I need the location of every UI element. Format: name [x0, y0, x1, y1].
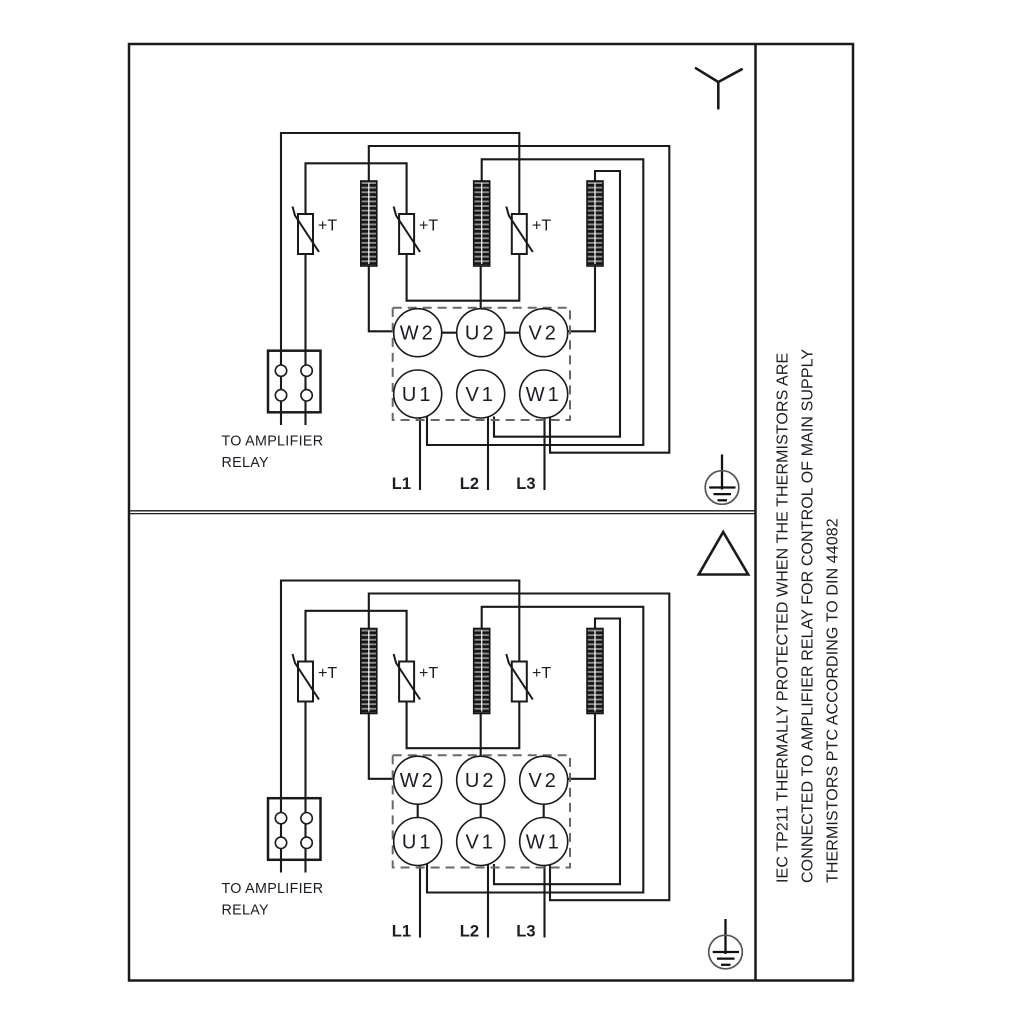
earth-ground-icon — [709, 919, 743, 969]
thermistor-label: +T — [419, 665, 439, 682]
terminal-label-w2: W2 — [399, 770, 436, 793]
star-panel — [222, 68, 742, 504]
side-note-line-2: CONNECTED TO AMPLIFIER RELAY FOR CONTROL OF MAIN SUPPLY — [799, 348, 817, 883]
terminal-label-u1: U1 — [401, 831, 434, 854]
terminal-label-w1: W1 — [525, 384, 562, 406]
panel-divider — [129, 511, 756, 514]
supply-label-l1: L1 — [391, 475, 411, 493]
relay-caption-line2: RELAY — [221, 902, 269, 919]
terminal-label-u1: U1 — [401, 384, 434, 406]
thermistor-label: +T — [419, 217, 439, 235]
terminal-label-w1: W1 — [525, 831, 562, 854]
terminal-label-u2: U2 — [464, 770, 497, 793]
terminal-label-v2: V2 — [528, 770, 559, 793]
thermistor-label: +T — [318, 665, 338, 682]
relay-caption-line2: RELAY — [221, 455, 269, 471]
side-note — [775, 349, 842, 883]
star-symbol — [696, 68, 742, 108]
relay-caption-line1: TO AMPLIFIER — [221, 881, 324, 897]
supply-label-l2: L2 — [459, 922, 479, 941]
thermistor-label: +T — [532, 665, 552, 682]
terminal-label-v2: V2 — [528, 322, 559, 345]
side-note-line-1: IEC TP211 THERMALLY PROTECTED WHEN THE THERMISTORS ARE — [774, 352, 792, 883]
supply-label-l2: L2 — [459, 475, 479, 493]
supply-label-l1: L1 — [391, 922, 411, 941]
delta-symbol — [699, 532, 749, 575]
thermistor-label: +T — [318, 217, 338, 235]
terminal-label-w2: W2 — [399, 322, 436, 345]
supply-label-l3: L3 — [516, 922, 536, 941]
relay-caption-line1: TO AMPLIFIER — [221, 433, 324, 450]
thermistor-label: +T — [532, 217, 552, 235]
delta-panel — [222, 532, 749, 969]
earth-ground-icon — [705, 455, 739, 505]
terminal-label-u2: U2 — [464, 322, 497, 345]
supply-label-l3: L3 — [516, 475, 536, 493]
side-note-line-3: THERMISTORS PTC ACCORDING TO DIN 44082 — [824, 518, 842, 883]
terminal-label-v1: V1 — [465, 831, 496, 854]
terminal-label-v1: V1 — [465, 384, 496, 406]
delta-bridge-links — [418, 804, 544, 817]
